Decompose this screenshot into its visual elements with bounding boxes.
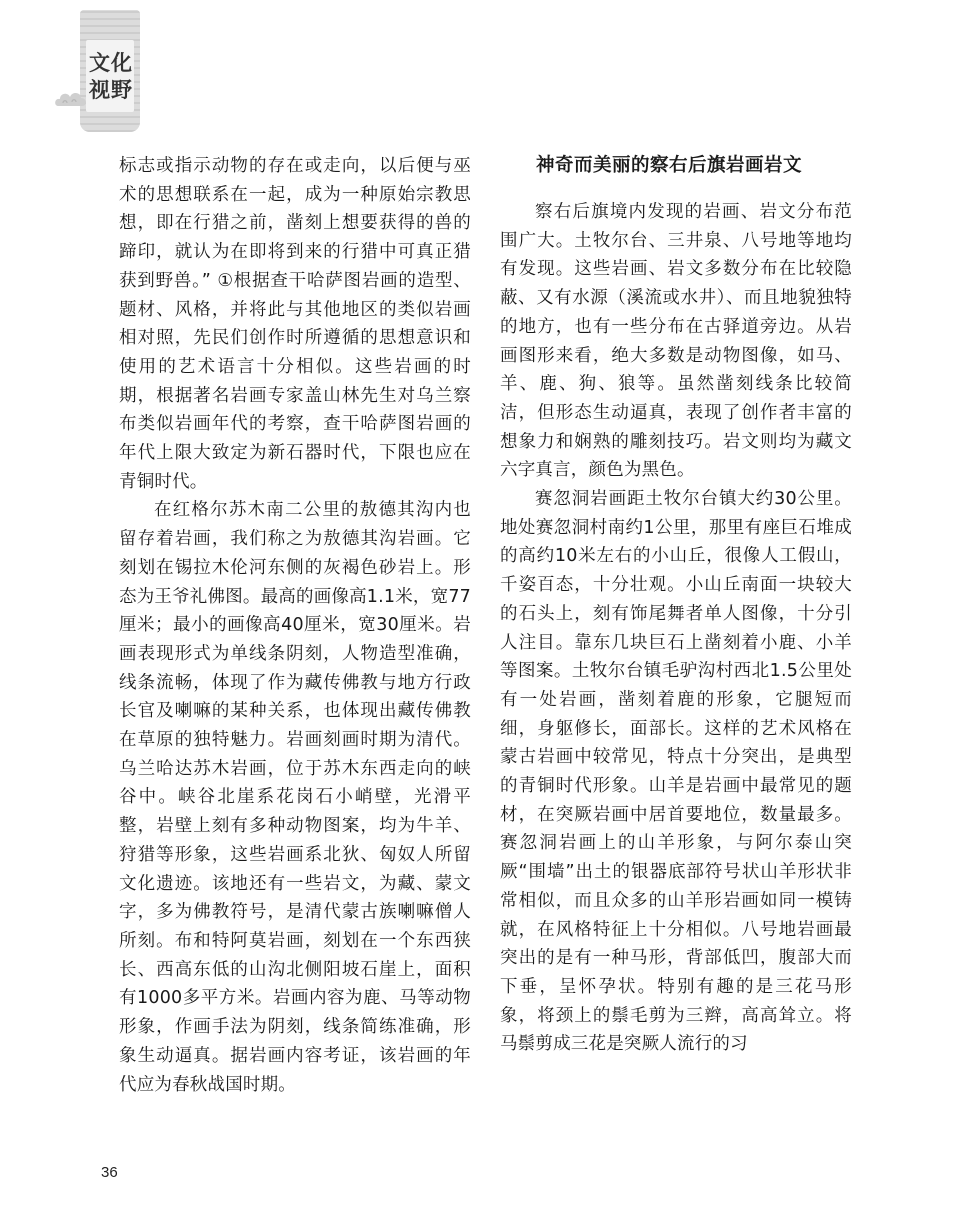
left-column bbox=[119, 152, 471, 1099]
section-badge bbox=[80, 10, 140, 132]
section-heading: 神奇而美丽的察右后旗岩画岩文 bbox=[536, 155, 803, 176]
body-paragraph: 赛忽洞岩画距土牧尔台镇大约30公里。地处赛忽洞村南约1公里，那里有座巨石堆成的高约10米左右的小山丘，很像人工假山，千姿百态，十分壮观。小山丘南面一块较大的石头上，刻有饰尾舞者单人图像，十分引人注目。靠东几块巨石上凿刻着小鹿、小羊等图案。土牧尔台镇毛驴沟村西北1.5公里处有一处岩画，凿刻着鹿的形象，它腿短而细，身躯修长，面部长。这样的艺术风格在蒙古岩画中较常见，特点十分突出，是典型的青铜时代形象。山羊是岩画中最常见的题材，在突厥岩画中居首要地位，数量最多。赛忽洞岩画上的山羊形象，与阿尔泰山突厥“围墙”出土的银器底部符号状山羊形状非常相似，而且众多的山羊形岩画如同一模铸就，在风格特征上十分相似。八号地岩画最突出的是有一种马形，背部低凹，腹部大而下垂，呈怀孕状。特别有趣的是三花马形象，将颈上的鬃毛剪为三辫，高高耸立。将马鬃剪成三花是突厥人流行的习 bbox=[500, 489, 852, 1055]
section-badge-label: 文化视野 bbox=[89, 51, 133, 102]
body-paragraph: 察右后旗境内发现的岩画、岩文分布范围广大。土牧尔台、三井泉、八号地等地均有发现。这些岩画、岩文多数分布在比较隐蔽、又有水源（溪流或水井）、而且地貌独特的地方，也有一些分布在古驿道旁边。从岩画图形来看，绝大多数是动物图像，如马、羊、鹿、狗、狼等。虽然凿刻线条比较简洁，但形态生动逼真，表现了创作者丰富的想象力和娴熟的雕刻技巧。岩文则均为藏文六字真言，颜色为黑色。 bbox=[500, 202, 852, 481]
cloud-ornament-icon bbox=[54, 88, 88, 110]
body-paragraph: 在红格尔苏木南二公里的敖德其沟内也留存着岩画，我们称之为敖德其沟岩画。它刻划在锡拉木伦河东侧的灰褐色砂岩上。形态为王爷礼佛图。最高的画像高1.1米，宽77厘米；最小的画像高40厘米，宽30厘米。岩画表现形式为单线条阴刻，人物造型准确，线条流畅，体现了作为藏传佛教与地方行政长官及喇嘛的某种关系，也体现出藏传佛教在草原的独特魅力。岩画刻画时期为清代。乌兰哈达苏木岩画，位于苏木东西走向的峡谷中。峡谷北崖系花岗石小峭壁，光滑平整，岩壁上刻有多种动物图案，均为牛羊、狩猎等形象，这些岩画系北狄、匈奴人所留文化遗迹。该地还有一些岩文，为藏、蒙文字，多为佛教符号，是清代蒙古族喇嘛僧人所刻。布和特阿莫岩画，刻划在一个东西狭长、西高东低的山沟北侧阳坡石崖上，面积有1000多平方米。岩画内容为鹿、马等动物形象，作画手法为阴刻，线条简练准确，形象生动逼真。据岩画内容考证，该岩画的年代应为春秋战国时期。 bbox=[119, 500, 471, 1095]
right-column bbox=[500, 152, 852, 1059]
body-paragraph: 标志或指示动物的存在或走向，以后便与巫术的思想联系在一起，成为一种原始宗教思想，即在行猎之前，凿刻上想要获得的兽的蹄印，就认为在即将到来的行猎中可真正猎获到野兽。” ①根据查干哈萨图岩画的造型、题材、风格，并将此与其他地区的类似岩画相对照，先民们创作时所遵循的思想意识和使用的艺术语言十分相似。这些岩画的时期，根据著名岩画专家盖山林先生对乌兰察布类似岩画年代的考察，查干哈萨图岩画的年代上限大致定为新石器时代，下限也应在青铜时代。 bbox=[119, 156, 471, 492]
page-number: 36 bbox=[101, 1164, 118, 1181]
